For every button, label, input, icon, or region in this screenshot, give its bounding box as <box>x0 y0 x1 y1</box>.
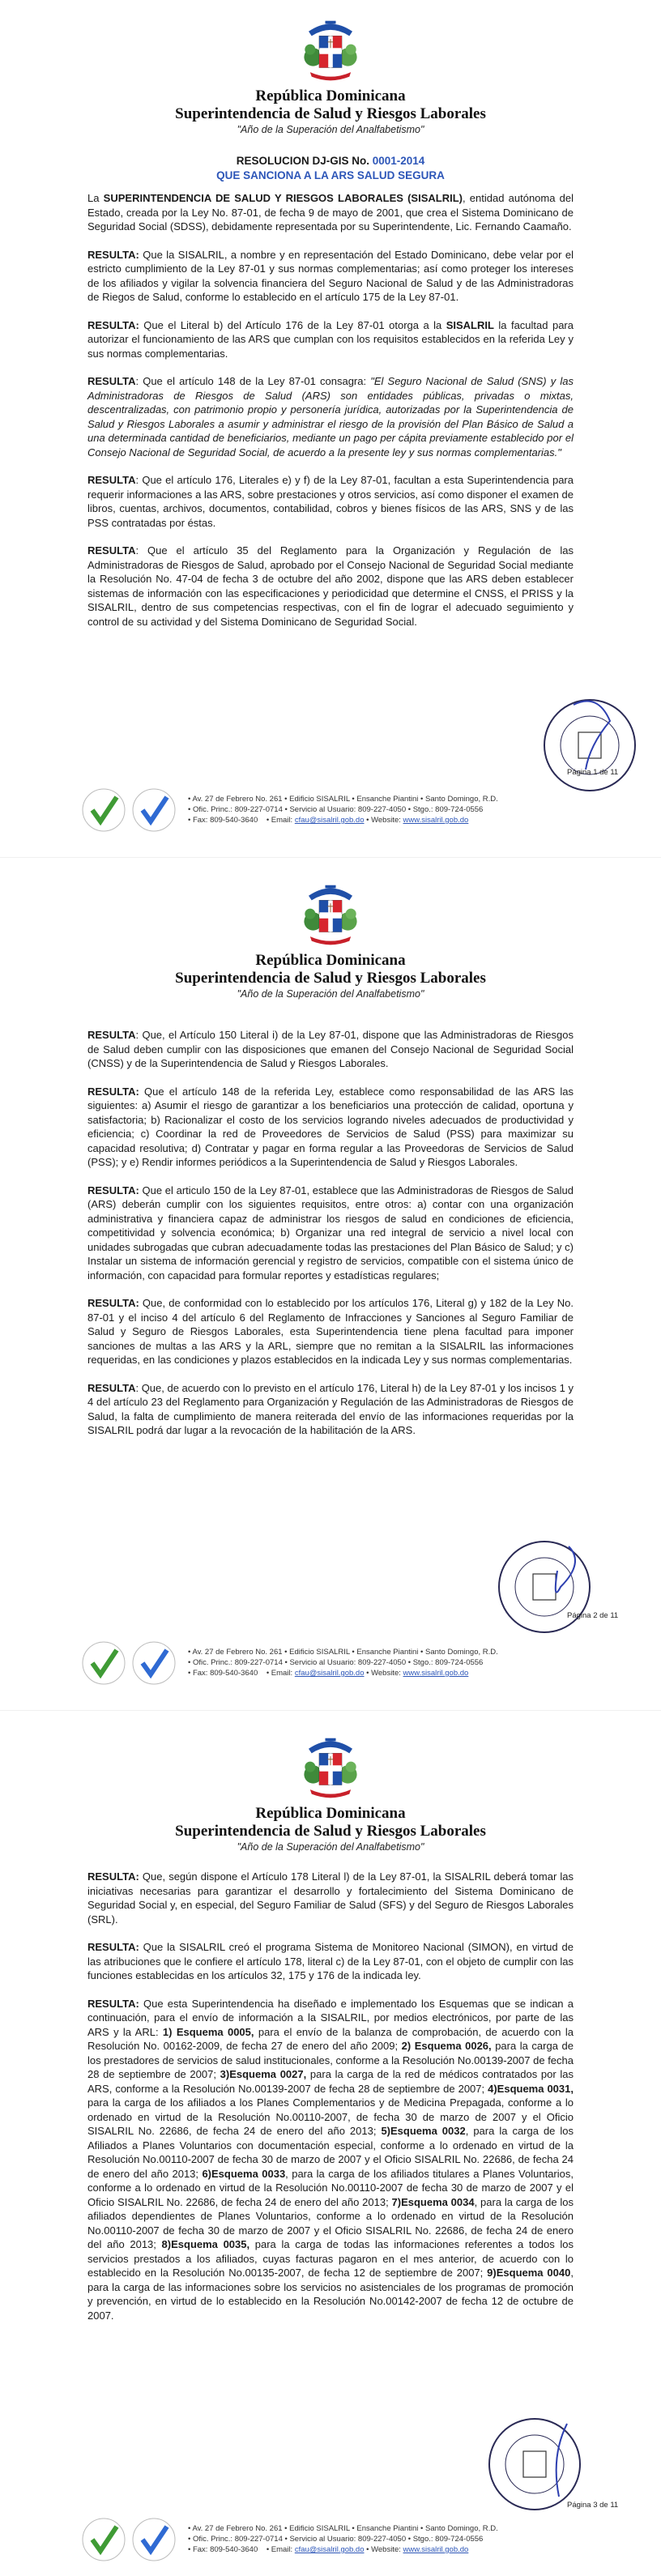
official-seal-icon <box>541 697 638 794</box>
iso-9001-certification-icon <box>81 2517 126 2562</box>
website-link[interactable]: www.sisalril.gob.do <box>403 816 469 825</box>
email-link[interactable]: cfau@sisalril.gob.do <box>294 1669 365 1678</box>
contact-info: • Av. 27 de Febrero No. 261 • Edificio SISALRIL • Ensanche Piantini • Santo Domingo, R.D. • Ofic. Princ.: 809-227-0714 • Servicio al Usuario: 809-227-4050 • Stgo.: 809-724-0556 • Fax: 809-540-3640 • Email: cfau@sisalril.gob.do • Website: www.sisalril.gob.do <box>188 2524 498 2554</box>
email-link[interactable]: cfau@sisalril.gob.do <box>294 2545 365 2554</box>
page-3-body <box>87 1870 574 2336</box>
letterhead <box>0 0 661 136</box>
agency-name: Superintendencia de Salud y Riesgos Laborales <box>175 970 486 987</box>
resolution-title <box>0 154 661 183</box>
document-page-2 <box>0 857 661 1710</box>
page-number: Página 2 de 11 <box>567 1611 619 1620</box>
page-1-body <box>87 191 574 642</box>
email-link[interactable]: cfau@sisalril.gob.do <box>294 816 365 825</box>
page-number: Página 1 de 11 <box>567 768 619 777</box>
iso-27001-certification-icon <box>131 787 177 833</box>
coat-of-arms-icon <box>301 18 360 84</box>
resulta-paragraph: RESULTA: Que el Literal b) del Artículo 176 de la Ley 87-01 otorga a la SISALRIL la facultad para autorizar el funcionamiento de las ARS que cumplan con los requisitos establecidos en la referida Ley y sus normas complementarias. <box>87 318 574 360</box>
resulta-paragraph: RESULTA: Que, según dispone el Artículo 178 Literal l) de la Ley 87-01, la SISALRIL deberá tomar las iniciativas necesarias para garantizar el desarrollo y fortalecimiento del Sistema Dominicano de Seguridad Social y, en especial, del Seguro Familiar de Salud (SFS) y del Seguro de Riesgos Laborales (SRL). <box>87 1870 574 1926</box>
agency-name: Superintendencia de Salud y Riesgos Laborales <box>175 1823 486 1840</box>
website-link[interactable]: www.sisalril.gob.do <box>403 1669 469 1678</box>
country-name: República Dominicana <box>255 1805 406 1822</box>
resulta-paragraph: RESULTA: Que el articulo 150 de la Ley 87-01, establece que las Administradoras de Riesgos de Salud (ARS) deberán cumplir con los siguientes requisitos, entre otros: a) contar con una organización administrativa y financiera capaz de administrar los riesgos de salud en condiciones de eficiencia, competitividad y solvencia económica; b) Organizar una red integral de servicio a nivel local con unidades subrogadas que cubran adecuadamente todas las prestaciones del Plan Básico de Salud; y c) Instalar un sistema de información gerencial y registro de servicios, compatible con el sistema único de información, con capacidad para formular reportes y estadísticas regulares; <box>87 1184 574 1282</box>
official-seal-icon <box>496 1538 593 1636</box>
intro-paragraph: La SUPERINTENDENCIA DE SALUD Y RIESGOS LABORALES (SISALRIL), entidad autónoma del Estado, creada por la Ley No. 87-01, de fecha 9 de mayo de 2001, que crea el Sistema Dominicano de Seguridad Social (SDSS), debidamente representada por su Superintendente, Lic. Fernando Caamaño. <box>87 192 574 232</box>
schemes-paragraph: RESULTA: Que esta Superintendencia ha diseñado e implementado los Esquemas que se indican a continuación, para el envío de información a la SISALRIL, por medios electrónicos, por parte de las ARS y la ARL: 1) Esquema 0005, para el envío de la balanza de comprobación, de acuerdo con la Resolución No. 00162-2009, de fecha 27 de enero del año 2009; 2) Esquema 0026, para la carga de los prestadores de servicios de salud institucionales, conforme a la Resolución No.00139-2007 de fecha 28 de septiembre de 2007; 3)Esquema 0027, para la carga de la red de médicos contratados por las ARS, conforme a la Resolución No.00139-2007 de fecha 28 de septiembre de 2007; 4)Esquema 0031, para la carga de los afiliados a los Planes Complementarios y de Medicina Prepagada, conforme a lo ordenado en virtud de la Resolución No.00110-2007, de fecha 30 de marzo de 2007 y el Oficio SISALRIL No. 22686, de fecha 24 de enero del año 2013; 5)Esquema 0032, para la carga de los Afiliados a Planes Voluntarios con documentación especial, conforme a lo ordenado en virtud de la Resolución No.00110-2007 de fecha 30 de marzo de 2007 y el Oficio SISALRIL No. 22686, de fecha 24 de enero del año 2013; 6)Esquema 0033, para la carga de los afiliados titulares a Planes Voluntarios, conforme a lo ordenado en virtud de la Resolución No.00110-2007 de fecha 30 de marzo de 2007 y el Oficio SISALRIL No. 22686, de fecha 24 de enero del año 2013; 7)Esquema 0034, para la carga de los afiliados dependientes de Planes Voluntarios, conforme a lo ordenado en virtud de la Resolución No.00110-2007 de fecha 30 de marzo de 2007 y el Oficio SISALRIL No. 22686, de fecha 24 de enero del año 2013; 8)Esquema 0035, para la carga de todas las informaciones referentes a todos los servicios prestados a los afiliados, cuyas facturas pagaron en el mes anterior, de acuerdo con lo establecido en la Resolución No.00135-2007, de fecha 12 de septiembre de 2007; 9)Esquema 0040, para la carga de las informaciones sobre los servicios no asistenciales de los programas de promoción y prevención, en virtud de lo establecido en la Resolución No.00142-2007 de fecha 12 de octubre de 2007. <box>87 1997 574 2322</box>
resulta-paragraph: RESULTA: Que el artículo 148 de la referida Ley, establece como responsabilidad de las ARS las siguientes: a) Asumir el riesgo de garantizar a los beneficiarios una protección de calidad, oportuna y satisfactoria; b) Racionalizar el costo de los servicios logrando niveles adecuados de productividad y eficiencia; c) Coordinar la red de Proveedores de Servicios de Salud (PSS) para maximizar su capacidad resolutiva; d) Contratar y pagar en forma regular a las Proveedoras de Servicios de Salud (PSS); y e) Rendir informes periódicos a la Superintendencia de Salud y Riesgos Laborales. <box>87 1085 574 1168</box>
page-number: Página 3 de 11 <box>567 2501 619 2510</box>
year-motto: "Año de la Superación del Analfabetismo" <box>237 124 424 135</box>
page-footer <box>81 2517 583 2565</box>
resulta-paragraph: RESULTA: Que la SISALRIL, a nombre y en representación del Estado Dominicano, debe velar por el estricto cumplimiento de la Ley 87-01 y sus normas complementarias; así como proteger los intereses de los afiliados y vigilar la solvencia financiera del Seguro Nacional de Salud y de las Administradoras de Riegos de Salud, conforme lo establecido en el artículo 175 de la Ley 87-01. <box>87 248 574 303</box>
page-footer <box>81 1640 583 1689</box>
iso-27001-certification-icon <box>131 2517 177 2562</box>
resolution-subtitle: QUE SANCIONA A LA ARS SALUD SEGURA <box>216 169 445 181</box>
resulta-paragraph: RESULTA: Que, el Artículo 150 Literal i) de la Ley 87-01, dispone que las Administradoras de Riesgos de Salud deben cumplir con las disposiciones que emanen del Consejo Nacional de Seguridad Social (CNSS) y de la Superintendencia de Salud y Riesgos Laborales. <box>87 1029 574 1069</box>
contact-info: • Av. 27 de Febrero No. 261 • Edificio SISALRIL • Ensanche Piantini • Santo Domingo, R.D. • Ofic. Princ.: 809-227-0714 • Servicio al Usuario: 809-227-4050 • Stgo.: 809-724-0556 • Fax: 809-540-3640 • Email: cfau@sisalril.gob.do • Website: www.sisalril.gob.do <box>188 795 498 825</box>
coat-of-arms-icon <box>301 1735 360 1802</box>
letterhead <box>0 858 661 1000</box>
resulta-paragraph: RESULTA: Que el artículo 176, Literales e) y f) de la Ley 87-01, facultan a esta Superintendencia para requerir informaciones a las ARS, sobre prestaciones y otros servicios, así como disponer el examen de libros, cuentas, archivos, documentos, contabilidad, cobros y bienes físicos de las ARS, SNS y de las PSS contratadas por éstas. <box>87 474 574 529</box>
website-link[interactable]: www.sisalril.gob.do <box>403 2545 469 2554</box>
resulta-paragraph: RESULTA: Que, de conformidad con lo establecido por los artículos 176, Literal g) y 182 de la Ley No. 87-01 y el inciso 4 del artículo 6 del Reglamento de Infracciones y Sanciones al Seguro Familiar de Salud y Seguro de Riesgos Laborales, esta Superintendencia tiene plena facultad para imponer sanciones de multas a las ARS y la ARL, siempre que no remitan a la SISALRIL las informaciones requeridas, en las condiciones y plazos establecidos en la indicada Ley y sus normas complementarias. <box>87 1297 574 1366</box>
country-name: República Dominicana <box>255 952 406 969</box>
coat-of-arms-icon <box>301 882 360 949</box>
official-seal-icon <box>486 2416 583 2513</box>
document-page-1 <box>0 0 661 857</box>
resolution-number: 0001-2014 <box>372 155 425 167</box>
resulta-paragraph: RESULTA: Que la SISALRIL creó el programa Sistema de Monitoreo Nacional (SIMON), en virtud de las atribuciones que le confiere el artículo 178, literal c) de la Ley 87-01, con el objeto de cumplir con las funciones establecidas en los artículos 32, 175 y 176 de la indicada ley. <box>87 1941 574 1981</box>
contact-info: • Av. 27 de Febrero No. 261 • Edificio SISALRIL • Ensanche Piantini • Santo Domingo, R.D. • Ofic. Princ.: 809-227-0714 • Servicio al Usuario: 809-227-4050 • Stgo.: 809-724-0556 • Fax: 809-540-3640 • Email: cfau@sisalril.gob.do • Website: www.sisalril.gob.do <box>188 1648 498 1678</box>
agency-name: Superintendencia de Salud y Riesgos Laborales <box>175 105 486 122</box>
resulta-paragraph: RESULTA: Que, de acuerdo con lo previsto en el artículo 176, Literal h) de la Ley 87-01 y los incisos 1 y 4 del artículo 23 del Reglamento para Organización y Regulación de las Administradoras de Riesgos de Salud, la falta de cumplimiento de manera reiterada del envío de las informaciones requeridas por la SISALRIL podrá dar lugar a la revocación de la habilitación de la ARS. <box>87 1381 574 1436</box>
resulta-paragraph: RESULTA: Que el artículo 35 del Reglamento para la Organización y Regulación de las Administradoras de Riesgos de Salud, aprobado por el Consejo Nacional de Seguridad Social mediante la Resolución No. 47-04 de fecha 3 de octubre del año 2002, dispone que las ARS deben establecer sistemas de información con las especificaciones y periodicidad que determine el CNSS, el PRISS y la SISALRIL, dentro de sus competencias respectivas, con el fin de lograr el adecuado seguimiento y control de su actividad y del Sistema Dominicano de Seguridad Social. <box>87 544 574 628</box>
country-name: República Dominicana <box>255 87 406 104</box>
page-footer <box>81 787 583 836</box>
year-motto: "Año de la Superación del Analfabetismo" <box>237 988 424 1000</box>
resolution-prefix: RESOLUCION DJ-GIS No. <box>236 155 369 167</box>
iso-9001-certification-icon <box>81 787 126 833</box>
iso-27001-certification-icon <box>131 1640 177 1686</box>
page-2-body <box>87 1028 574 1452</box>
year-motto: "Año de la Superación del Analfabetismo" <box>237 1841 424 1853</box>
resulta-paragraph: RESULTA: Que el artículo 148 de la Ley 87-01 consagra: "El Seguro Nacional de Salud (SNS) y las Administradoras de Riesgos de Salud (ARS) son entidades públicas, privadas o mixtas, descentralizadas, con patrimonio propio y personería jurídica, autorizadas por la Superintendencia de Salud y Riesgos Laborales a asumir y administrar el riesgo de la provisión del Plan Básico de Salud a una determinada cantidad de beneficiarios, mediante un pago per cápita previamente establecido por el Consejo Nacional de Seguridad Social, de acuerdo a la presente ley y sus normas complementarias." <box>87 375 574 458</box>
document-page-3 <box>0 1710 661 2576</box>
iso-9001-certification-icon <box>81 1640 126 1686</box>
letterhead <box>0 1711 661 1853</box>
